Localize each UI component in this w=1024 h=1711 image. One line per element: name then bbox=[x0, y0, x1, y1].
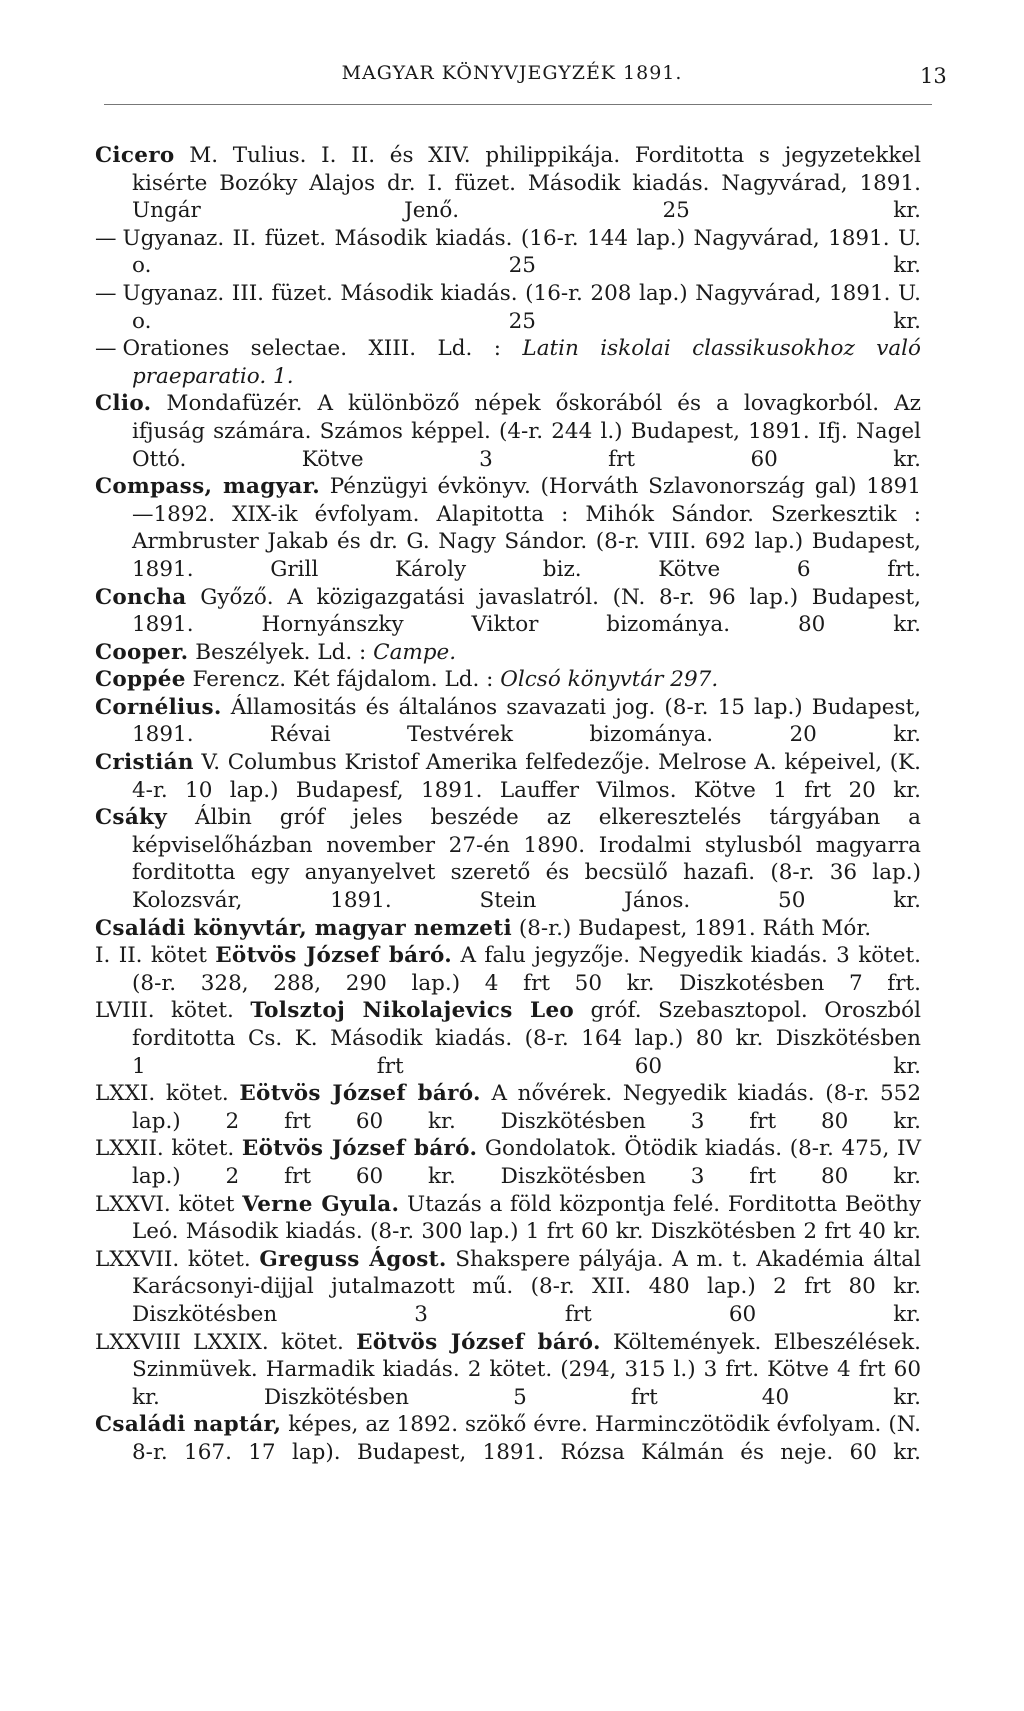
bibliography-entry bbox=[95, 997, 921, 1080]
entry-text: Shakspere pályája. A m. t. Akadémia által Karácsonyi-dijjal jutalmazott mű. (8-r. XII. 480 lap.) 2 frt 80 kr. Diszkötésben bbox=[132, 1246, 921, 1327]
entry-headword: Cornélius. bbox=[95, 694, 222, 720]
entry-text: képes, az 1892. szökő évre. Harminczötödik évfolyam. (N. 8-r. 167. 17 lap). Budapest, 1891. Rózsa Kálmán és neje. bbox=[132, 1412, 921, 1465]
entry-price: 25 kr. bbox=[662, 198, 921, 224]
entry-price: 80 kr. bbox=[797, 612, 921, 638]
bibliography-entry bbox=[95, 1191, 921, 1246]
bibliography-entry bbox=[95, 804, 921, 914]
bibliography-entry bbox=[95, 749, 921, 804]
running-head: MAGYAR KÖNYVJEGYZÉK 1891. bbox=[341, 62, 683, 84]
entry-text: Álbin gróf jeles beszéde az elkeresztelés tárgyában a képviselőházban november 27-én 1890. Irodalmi stylusból magyarra forditotta egy anyanyelvet szerető és becsülő hazafi. (8-r. 36 lap.) Kolozsvár, 1891. Stein János. bbox=[132, 805, 921, 914]
entry-headword: Cristián bbox=[95, 750, 194, 776]
entry-price: 60 kr. bbox=[849, 1439, 921, 1465]
volume-author: Eötvös József báró. bbox=[215, 943, 453, 969]
entry-price: 1 frt 60 kr. bbox=[132, 1053, 921, 1079]
entry-headword: Cicero bbox=[95, 143, 175, 168]
entry-price: 3 frt 80 kr. bbox=[690, 1163, 921, 1189]
entry-headword: Családi könyvtár, magyar nemzeti bbox=[95, 915, 512, 941]
entry-text: Ugyanaz. III. füzet. Második kiadás. (16-r. 208 lap.) Nagyvárad, 1891. U. o. bbox=[122, 280, 921, 334]
entry-text: gróf. Szebasztopol. Oroszból forditotta Cs. K. Második kiadás. (8-r. 164 lap.) 80 kr. Diszkötésben bbox=[132, 998, 921, 1051]
bibliography-entry bbox=[95, 1411, 921, 1466]
bibliography-entry bbox=[95, 1135, 921, 1190]
entry-reference: Olcsó könyvtár 297. bbox=[500, 667, 719, 693]
dash-marker: — bbox=[95, 225, 117, 251]
volume-author: Verne Gyula. bbox=[242, 1191, 400, 1217]
bibliography-entry bbox=[95, 666, 921, 694]
bibliography-entry bbox=[95, 915, 921, 943]
entry-list bbox=[95, 142, 921, 1467]
entry-price: 1 frt 20 kr. bbox=[773, 777, 921, 803]
bibliography-entry bbox=[95, 335, 921, 390]
bibliography-entry bbox=[95, 225, 921, 280]
entry-text: Államositás és általános szavazati jog. (8-r. 15 lap.) Budapest, 1891. Révai Testvérek bizománya. bbox=[132, 694, 921, 748]
entry-text: LXXII. kötet. bbox=[95, 1136, 242, 1162]
bibliography-entry bbox=[95, 280, 921, 335]
volume-author: Greguss Ágost. bbox=[259, 1246, 447, 1272]
bibliography-entry bbox=[95, 390, 921, 473]
bibliography-entry bbox=[95, 1080, 921, 1135]
entry-headword: Concha bbox=[95, 584, 187, 610]
entry-price: 25 kr. bbox=[508, 308, 921, 334]
volume-author: Eötvös József báró. bbox=[241, 1136, 478, 1162]
header-rule bbox=[104, 104, 932, 105]
entry-reference: Campe. bbox=[373, 639, 457, 665]
bibliography-entry bbox=[95, 142, 921, 225]
entry-headword: Coppée bbox=[95, 667, 186, 693]
bibliography-entry bbox=[95, 473, 921, 583]
entry-price: 5 frt 40 kr. bbox=[513, 1384, 921, 1410]
entry-text: Beszélyek. Ld. : bbox=[188, 639, 374, 665]
entry-headword: Compass, magyar. bbox=[95, 474, 321, 500]
entry-price: 3 frt 60 kr. bbox=[414, 1301, 921, 1327]
entry-headword: Csáky bbox=[95, 805, 168, 831]
entry-reference: Latin iskolai classikusokhoz való praeparatio. 1. bbox=[132, 336, 921, 389]
bibliography-entry bbox=[95, 1329, 921, 1412]
entry-text: Mondafüzér. A különböző népek őskorából és a lovagkorból. Az ifjuság számára. Számos képpel. (4-r. 244 l.) Budapest, 1891. Ifj. Nagel Ottó. Kötve bbox=[132, 391, 921, 472]
dash-marker: — bbox=[95, 336, 117, 362]
volume-author: Eötvös József báró. bbox=[239, 1081, 481, 1107]
page-number: 13 bbox=[920, 64, 947, 88]
entry-text: I. II. kötet bbox=[95, 943, 216, 969]
entry-text: V. Columbus Kristof Amerika felfedezője. Melrose A. képeivel, (K. 4-r. 10 lap.) Budapesf, 1891. Lauffer Vilmos. Kötve bbox=[132, 750, 921, 803]
entry-text: Ferencz. Két fájdalom. Ld. : bbox=[185, 667, 501, 693]
bibliography-entry bbox=[95, 639, 921, 667]
entry-price: 3 frt 60 kr. bbox=[479, 446, 921, 472]
bibliography-entry bbox=[95, 584, 921, 639]
bibliography-entry bbox=[95, 694, 921, 749]
entry-text: Költemények. Elbeszélések. Szinmüvek. Harmadik kiadás. 2 kötet. (294, 315 l.) 3 frt. Kötve 4 frt 60 kr. Diszkötésben bbox=[132, 1329, 922, 1410]
entry-text: Gondolatok. Ötödik kiadás. (8-r. 475, IV lap.) 2 frt 60 kr. Diszkötésben bbox=[132, 1136, 921, 1189]
bibliography-entry bbox=[95, 1246, 921, 1329]
entry-text: A falu jegyzője. Negyedik kiadás. 3 kötet. (8-r. 328, 288, 290 lap.) 4 frt 50 kr. Diszkotésben bbox=[132, 943, 922, 996]
entry-headword: Családi naptár, bbox=[95, 1412, 282, 1438]
entry-text: LXXVII. kötet. bbox=[95, 1246, 260, 1272]
volume-author: Eötvös József báró. bbox=[356, 1329, 601, 1355]
entry-price: 3 frt 80 kr. bbox=[690, 1108, 921, 1134]
entry-text: A nővérek. Negyedik kiadás. (8-r. 552 lap.) 2 frt 60 kr. Diszkötésben bbox=[132, 1081, 922, 1134]
entry-text: LVIII. kötet. bbox=[95, 998, 251, 1024]
entry-price: 2 frt 40 kr. bbox=[803, 1219, 921, 1245]
entry-text: Ugyanaz. II. füzet. Második kiadás. (16-r. 144 lap.) Nagyvárad, 1891. U. o. bbox=[122, 225, 921, 279]
entry-text: Orationes selectae. XIII. Ld. : bbox=[122, 336, 523, 362]
entry-price: 25 kr. bbox=[508, 253, 921, 279]
volume-author: Tolsztoj Nikolajevics Leo bbox=[250, 998, 575, 1024]
entry-text: Győző. A közigazgatási javaslatról. (N. 8-r. 96 lap.) Budapest, 1891. Hornyánszky Viktor bizománya. bbox=[132, 584, 921, 638]
dash-marker: — bbox=[95, 280, 117, 306]
entry-text: LXXVIII LXXIX. kötet. bbox=[95, 1329, 357, 1355]
entry-text: M. Tulius. I. II. és XIV. philippikája. Forditotta s jegyzetekkel kisérte Bozóky Alajos dr. I. füzet. Második kiadás. Nagyvárad, 1891. Ungár Jenő. bbox=[132, 143, 921, 224]
entry-text: LXXVI. kötet bbox=[95, 1191, 243, 1217]
entry-text: LXXI. kötet. bbox=[95, 1081, 240, 1107]
entry-price: 20 kr. bbox=[789, 722, 921, 748]
bibliography-entry bbox=[95, 942, 921, 997]
entry-text: Pénzügyi évkönyv. (Horváth Szlavonország gal) 1891—1892. XIX-ik évfolyam. Alapitotta : Mihók Sándor. Szerkesztik : Armbruster Jakab és dr. G. Nagy Sándor. (8-r. VIII. 692 lap.) Budapest, 1891. Grill Károly biz. Kötve bbox=[132, 474, 921, 582]
entry-price: 6 frt. bbox=[796, 556, 921, 582]
entry-text: (8-r.) Budapest, 1891. Ráth Mór. bbox=[511, 915, 872, 941]
entry-price: 7 frt. bbox=[848, 970, 921, 996]
entry-headword: Cooper. bbox=[95, 639, 189, 665]
entry-text: Utazás a föld központja felé. Forditotta Beöthy Leó. Második kiadás. (8-r. 300 lap.) 1 frt 60 kr. Diszkötésben bbox=[132, 1191, 921, 1245]
entry-price: 50 kr. bbox=[778, 888, 921, 914]
entry-headword: Clio. bbox=[95, 391, 152, 417]
